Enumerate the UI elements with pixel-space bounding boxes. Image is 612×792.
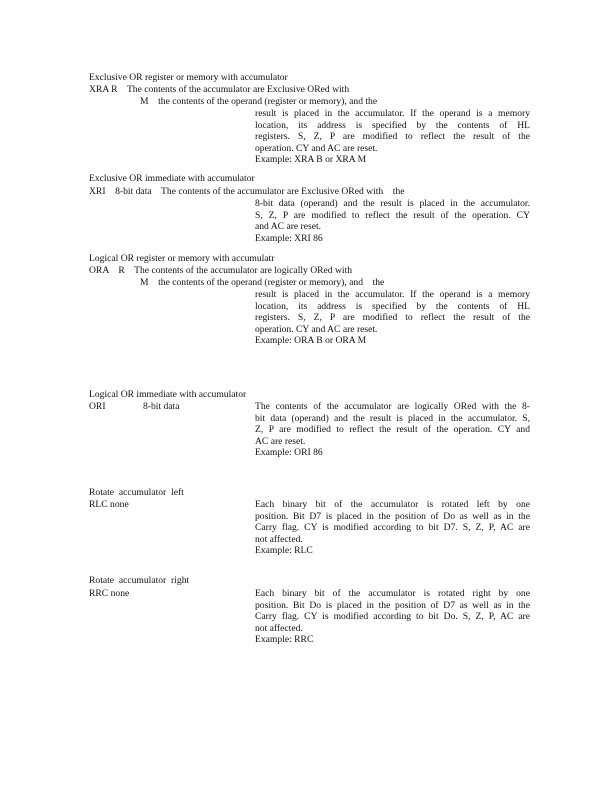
- description-line: not affected.: [255, 533, 303, 545]
- mnemonic: RRC none: [89, 588, 130, 599]
- description-line: not affected.: [255, 622, 303, 634]
- description-line: location, its address is specified by the contents of HL: [255, 300, 530, 312]
- description-line: Each binary bit of the accumulator is rotated left by one: [255, 499, 530, 510]
- example-line: Example: XRA B or XRA M: [255, 154, 367, 166]
- description-line: location, its address is specified by the contents of HL: [255, 119, 530, 131]
- example-line: Example: RLC: [255, 545, 313, 557]
- section-title: Rotate accumulator left: [89, 487, 184, 498]
- description-line: The contents of the accumulator are logically ORed with the 8-: [255, 401, 530, 412]
- description-line: registers. S, Z, P are modified to reflect the result of the: [255, 312, 530, 324]
- section-title: Exclusive OR immediate with accumulator: [89, 173, 255, 184]
- instruction-line: XRI 8-bit data The contents of the accumulator are Exclusive ORed with the: [89, 186, 405, 197]
- description: [255, 588, 530, 646]
- description: [255, 499, 530, 557]
- operand: 8-bit data: [143, 401, 180, 412]
- description-line: 8-bit data (operand) and the result is placed in the accumulator.: [255, 198, 530, 209]
- description-line: Carry flag. CY is modified according to bit Do. S, Z, P, AC are: [255, 611, 530, 623]
- description-line: result is placed in the accumulator. If the operand is a memory: [255, 289, 530, 300]
- description: [255, 289, 530, 347]
- description-line: S, Z, P are modified to reflect the result of the operation. CY: [255, 209, 530, 221]
- section-title: Exclusive OR register or memory with accumulator: [89, 72, 288, 83]
- instruction-line: M the contents of the operand (register or memory), and the: [140, 277, 385, 288]
- example-line: Example: XRI 86: [255, 232, 323, 244]
- section-title: Rotate accumulator right: [89, 575, 190, 586]
- description: [255, 198, 530, 244]
- mnemonic: ORI: [89, 401, 106, 412]
- example-line: Example: ORA B or ORA M: [255, 335, 367, 347]
- instruction-line: M the contents of the operand (register or memory), and the: [140, 96, 378, 107]
- description-line: result is placed in the accumulator. If the operand is a memory: [255, 108, 530, 119]
- description-line: position. Bit D7 is placed in the position of Do as well as in the: [255, 510, 530, 522]
- description-line: and AC are reset.: [255, 221, 322, 233]
- description-line: operation. CY and AC are reset.: [255, 142, 378, 154]
- section-title: Logical OR immediate with accumulator: [89, 389, 247, 400]
- description-line: bit data (operand) and the result is placed in the accumulator. S,: [255, 412, 530, 424]
- mnemonic: RLC none: [89, 499, 129, 510]
- description-line: registers. S, Z, P are modified to reflect the result of the: [255, 131, 530, 143]
- section-title: Logical OR register or memory with accumulatr: [89, 253, 275, 264]
- description-line: AC are reset.: [255, 435, 306, 447]
- instruction-line: ORA R The contents of the accumulator are logically ORed with: [89, 265, 353, 276]
- description: [255, 108, 530, 166]
- example-line: Example: ORI 86: [255, 447, 323, 459]
- description-line: Z, P are modified to reflect the result of the operation. CY and: [255, 424, 530, 436]
- example-line: Example: RRC: [255, 634, 314, 646]
- description-line: position. Bit Do is placed in the position of D7 as well as in the: [255, 599, 530, 611]
- description: [255, 401, 530, 459]
- description-line: Carry flag. CY is modified according to bit D7. S, Z, P, AC are: [255, 522, 530, 534]
- description-line: operation. CY and AC are reset.: [255, 323, 378, 335]
- instruction-line: XRA R The contents of the accumulator are Exclusive ORed with: [89, 84, 350, 95]
- description-line: Each binary bit of the accumulator is rotated right by one: [255, 588, 530, 599]
